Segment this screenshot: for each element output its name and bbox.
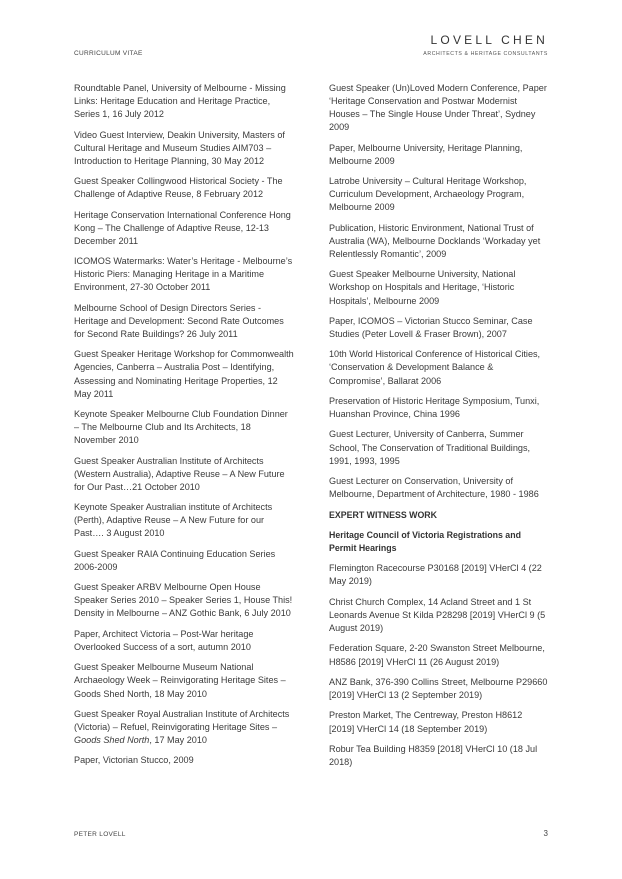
- footer-author: PETER LOVELL: [74, 831, 126, 838]
- list-item: Guest Speaker ARBV Melbourne Open House Speaker Series 2010 – Speaker Series 1, House This! Density in Melbourne – ANZ Gothic Bank, 6 July 2010: [74, 582, 293, 619]
- list-item: Paper, Victorian Stucco, 2009: [74, 755, 194, 766]
- refuel-text: Guest Speaker Royal Australian Institute of Architects (Victoria) – Refuel, Reinvigorating Heritage Sites –: [74, 708, 290, 732]
- list-item: Guest Speaker Melbourne Museum National Archaeology Week – Reinvigorating Heritage Sites – Goods Shed North, 18 May 2010: [74, 662, 286, 699]
- company-logo: [423, 33, 548, 57]
- list-item: Video Guest Interview, Deakin University, Masters of Cultural Heritage and Museum Studies AIM703 – Introduction to Heritage Planning, 30 May 2012: [74, 129, 285, 166]
- refuel-date: , 17 May 2010: [149, 735, 207, 746]
- list-item: Melbourne School of Design Directors Series - Heritage and Development: Second Rate Outcomes for Second Rate Buildings? 26 July 2011: [74, 302, 284, 339]
- list-item: Federation Square, 2-20 Swanston Street Melbourne, H8586 [2019] VHerCl 11 (26 August 2019): [329, 643, 545, 667]
- refuel-italic-text: Goods Shed North: [74, 735, 150, 746]
- page-number: 3: [543, 829, 548, 838]
- list-item: Guest Speaker RAIA Continuing Education Series 2006-2009: [74, 548, 276, 572]
- list-item: Guest Speaker Melbourne University, National Workshop on Hospitals and Heritage, ‘Historic Hospitals’, Melbourne 2009: [329, 269, 516, 306]
- left-column: [74, 82, 294, 775]
- list-item: Guest Speaker Collingwood Historical Society - The Challenge of Adaptive Reuse, 8 February 2012: [74, 176, 283, 200]
- list-item: Heritage Conservation International Conference Hong Kong – The Challenge of Adaptive Reuse, 12-13 December 2011: [74, 209, 291, 246]
- list-item: Guest Speaker Heritage Workshop for Commonwealth Agencies, Canberra – Australia Post – Identifying, Assessing and Nominating Heritage Properties, 12 May 2011: [74, 349, 294, 399]
- list-item: Preston Market, The Centreway, Preston H8612 [2019] VHerCl 14 (18 September 2019): [329, 710, 523, 734]
- list-item: ANZ Bank, 376-390 Collins Street, Melbourne P29660 [2019] VHerCl 13 (2 September 2019): [329, 676, 548, 701]
- list-item: Publication, Historic Environment, National Trust of Australia (WA), Melbourne Docklands ‘Workaday yet Relentlessly Romantic’, 2009: [329, 222, 541, 259]
- document-section-label: CURRICULUM VITAE: [74, 50, 143, 57]
- list-item: 10th World Historical Conference of Historical Cities, ‘Conservation & Development Balance & Compromise’, Ballarat 2006: [329, 349, 541, 386]
- list-item: Guest Speaker (Un)Loved Modern Conference, Paper ‘Heritage Conservation and Postwar Modernist Houses – The Single House Under Threat’, Sydney 2009: [329, 83, 547, 133]
- section-heading-expert-witness: EXPERT WITNESS WORK: [329, 509, 438, 520]
- list-item: Paper, ICOMOS – Victorian Stucco Seminar, Case Studies (Peter Lovell & Fraser Brown), 2007: [329, 315, 533, 339]
- list-item: Christ Church Complex, 14 Acland Street and 1 St Leonards Avenue St Kilda P28298 [2019] VHerCl 9 (5 August 2019): [329, 596, 546, 634]
- list-item: Preservation of Historic Heritage Symposium, Tunxi, Huanshan Province, China 1996: [329, 395, 540, 420]
- logo-tagline: ARCHITECTS & HERITAGE CONSULTANTS: [423, 51, 548, 57]
- list-item: Guest Speaker Australian Institute of Architects (Western Australia), Adaptive Reuse – A New Future for Our Past…21 October 2010: [74, 455, 285, 492]
- logo-name: LOVELL CHEN: [430, 33, 548, 47]
- list-item: Roundtable Panel, University of Melbourne - Missing Links: Heritage Education and Heritage Practice, Series 1, 16 July 2012: [74, 83, 286, 120]
- list-item: Keynote Speaker Australian institute of Architects (Perth), Adaptive Reuse – A New Future for our Past…. 3 August 2010: [74, 502, 273, 539]
- section-subheading-heritage-council: Heritage Council of Victoria Registrations and Permit Hearings: [329, 529, 521, 553]
- right-column: [329, 82, 549, 776]
- list-item: Paper, Melbourne University, Heritage Planning, Melbourne 2009: [329, 142, 523, 166]
- list-item: Keynote Speaker Melbourne Club Foundation Dinner – The Melbourne Club and Its Architects, 18 November 2010: [74, 409, 288, 446]
- list-item: Flemington Racecourse P30168 [2019] VHerCl 4 (22 May 2019): [329, 563, 542, 587]
- list-item-refuel: [74, 708, 294, 747]
- list-item: ICOMOS Watermarks: Water’s Heritage - Melbourne’s Historic Piers: Managing Heritage in a Maritime Environment, 27-30 October 2011: [74, 256, 293, 293]
- list-item: Robur Tea Building H8359 [2018] VHerCl 10 (18 Jul 2018): [329, 743, 538, 767]
- list-item: Latrobe University – Cultural Heritage Workshop, Curriculum Development, Archaeology Program, Melbourne 2009: [329, 176, 527, 213]
- list-item: Guest Lecturer, University of Canberra, Summer School, The Conservation of Traditional Buildings, 1991, 1993, 1995: [329, 429, 531, 466]
- list-item: Paper, Architect Victoria – Post-War heritage Overlooked Success of a sort, autumn 2010: [74, 628, 254, 652]
- list-item: Guest Lecturer on Conservation, University of Melbourne, Department of Architecture, 1980 - 1986: [329, 476, 539, 500]
